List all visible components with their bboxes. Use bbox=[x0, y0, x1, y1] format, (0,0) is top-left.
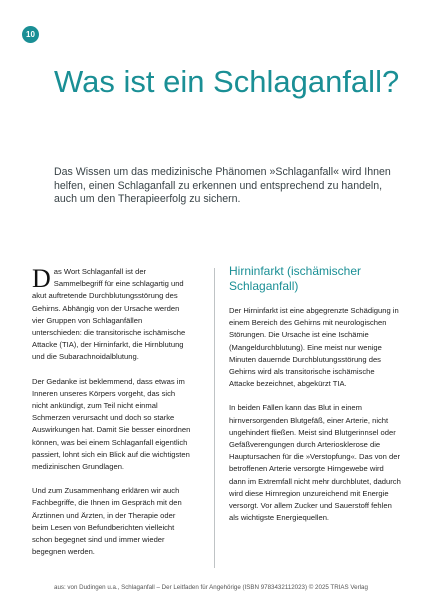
left-paragraph-1 bbox=[32, 266, 192, 364]
section-heading: Hirninfarkt (ischämischer Schlaganfall) bbox=[229, 264, 362, 293]
right-paragraph-1: Der Hirninfarkt ist eine abgegrenzte Schädigung in einem Bereich des Gehirns mit neurologischen Störungen. Die Ursache ist eine Ischämie (Mangeldurchblutung). Eine meist nur wenige Minuten dauernde Durchblutungsstörung des Gehirns wird als transitorische ischämische Attacke bezeichnet, abgekürzt TIA. bbox=[229, 306, 399, 389]
dropcap-letter: D bbox=[32, 264, 51, 293]
right-column bbox=[229, 264, 401, 536]
right-paragraph-2: In beiden Fällen kann das Blut in einem hirnversorgenden Blutgefäß, einer Arterie, nicht ungehindert fließen. Meist sind Blutgerinnsel oder Gefäßverengungen durch Arteriosklerose die Hauptursachen für die »Verstopfung«. Das von der betroffenen Arterie versorgte Hirngewebe wird dann im Extremfall nicht mehr durchblutet, dadurch wird diese Hirnregion unzureichend mit Energie versorgt. Vor allem Zucker und Sauerstoff fehlen als wichtigste Energiequellen. bbox=[229, 403, 401, 523]
left-paragraph-1-text: as Wort Schlaganfall ist der Sammelbegriff für eine schlagartig und akut auftretende Durchblutungsstörung des Gehirns. Abhängig von der Ursache werden vier Gruppen von Schlaganfällen unterschieden: die transitorische ischämische Attacke (TIA), der Hirninfarkt, die Hirnblutung und die Subarachnoidalblutung. bbox=[32, 267, 186, 362]
left-column bbox=[32, 266, 192, 570]
footer-citation: aus: von Dudingen u.a., Schlaganfall – Der Leitfaden für Angehörige (ISBN 9783432112023) © 2025 TRIAS Verlag bbox=[54, 584, 368, 591]
intro-paragraph: Das Wissen um das medizinische Phänomen »Schlaganfall« wird Ihnen helfen, einen Schlaganfall zu erkennen und entsprechend zu handeln, auch um den Therapieerfolg zu sichern. bbox=[54, 166, 391, 205]
column-divider bbox=[214, 268, 215, 568]
left-paragraph-2: Der Gedanke ist beklemmend, dass etwas im Inneren unseres Körpers vorgeht, das sich nicht ankündigt, zum Teil nicht einmal Schmerzen verursacht und doch so starke Auswirkungen hat. Damit Sie besser einordnen können, was bei einem Schlaganfall eigentlich passiert, lohnt sich ein Blick auf die wichtigsten medizinischen Grundlagen. bbox=[32, 376, 191, 472]
left-paragraph-3: Und zum Zusammenhang erklären wir auch Fachbegriffe, die Ihnen im Gespräch mit den Ärztinnen und Ärzten, in der Therapie oder beim Lesen von Befundberichten vielleicht schon begegnet sind und immer wieder begegnen werden. bbox=[32, 486, 182, 557]
page-title: Was ist ein Schlaganfall? bbox=[54, 64, 400, 99]
page-number-badge: 10 bbox=[22, 26, 39, 43]
